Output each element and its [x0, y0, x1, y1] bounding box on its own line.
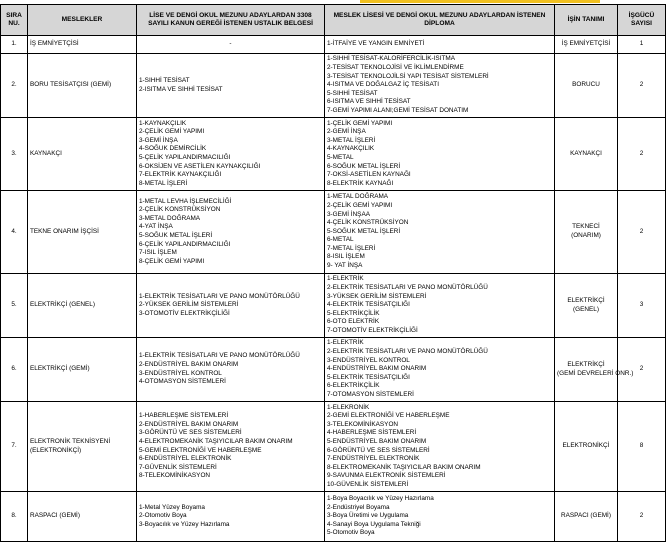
row-occupation-line: (ELEKTRONİKÇİ)	[30, 446, 82, 454]
row-certificate-list-line: -	[229, 40, 232, 48]
row-certificate-list-line: 4-ELEKTROMEKANİK TAŞIYICILAR BAKIM ONARIM	[139, 437, 293, 445]
row-certificate-list-line: 3-OTOMOTİV ELEKTRİKÇİLİĞİ	[139, 309, 230, 317]
row-certificate-list-line: 2-ÇELİK KONSTRÜKSİYON	[139, 206, 221, 214]
header-meslek-lisesi: MESLEK LİSESİ VE DENGİ OKUL MEZUNU ADAYLARDAN İSTENEN DİPLOMA	[325, 5, 555, 36]
row-certificate-list	[137, 191, 325, 274]
row-diploma-list-line: 6-GÖRÜNTÜ VE SES SİSTEMLERİ	[327, 446, 430, 454]
row-diploma-list-line: 1-METAL DOĞRAMA	[327, 193, 389, 201]
row-certificate-list-line: 1-KAYNAKÇILIK	[139, 119, 187, 127]
row-occupation: KAYNAKÇI	[28, 118, 137, 191]
row-certificate-list-line: 3-METAL DOĞRAMA	[139, 214, 201, 222]
row-job-definition: TEKNECİ (ONARIM)	[555, 191, 618, 274]
row-certificate-list-line: 4-YAT İNŞA	[139, 223, 173, 231]
row-occupation	[28, 402, 137, 492]
header-isgucu: İŞGÜCÜ SAYISI	[618, 5, 666, 36]
row-diploma-list	[325, 492, 555, 542]
row-job-definition-line: ELEKTRİKÇİ	[567, 360, 605, 368]
header-sira: SIRA NU.	[1, 5, 28, 36]
row-diploma-list-line: 3-METAL İŞLERİ	[327, 136, 376, 144]
table-header-row	[1, 5, 666, 36]
row-diploma-list-line: 5-METAL	[327, 154, 354, 161]
header-isin-tanimi: İŞİN TANIMI	[555, 5, 618, 36]
row-diploma-list-line: 1-ELEKTRİK	[327, 275, 364, 283]
row-diploma-list-line: 1-ÇELİK GEMİ YAPIMI	[327, 119, 393, 127]
row-diploma-list-line: 2-GEMİ İNŞA	[327, 128, 366, 136]
row-job-definition: RASPACI (GEMİ)	[555, 492, 618, 542]
row-diploma-list-line: 6-SOĞUK METAL İŞLERİ	[327, 162, 401, 170]
row-diploma-list-line: 9- YAT İNŞA	[327, 262, 363, 270]
row-workforce-count: 2	[618, 118, 666, 191]
row-diploma-list-line: 1-ELEKTRİK	[327, 339, 364, 347]
row-number: 5.	[1, 274, 28, 338]
top-accent-bar	[360, 0, 600, 3]
row-job-definition: İŞ EMNİYETÇİSİ	[555, 36, 618, 54]
row-diploma-list-line: 4-ENDÜSTRİYEL BAKIM ONARIM	[327, 365, 427, 373]
row-diploma-list	[325, 54, 555, 118]
row-diploma-list-line: 2-TESİSAT TEKNOLOJİSİ VE İKLİMLENDİRME	[327, 64, 464, 72]
row-certificate-list-line: 2-YÜKSEK GERİLİM SİSTEMLERİ	[139, 301, 239, 309]
row-diploma-list	[325, 191, 555, 274]
row-certificate-list-line: 1-HABERLEŞME SİSTEMLERİ	[139, 412, 229, 420]
row-diploma-list	[325, 36, 555, 54]
occupation-table	[0, 4, 666, 542]
row-workforce-count: 2	[618, 191, 666, 274]
row-diploma-list-line: 2-ELEKTRİK TESİSATLARI VE PANO MONÜTÖRLÜĞÜ	[327, 284, 488, 292]
row-diploma-list-line: 6-ELEKTRİKÇİLİK	[327, 382, 380, 390]
row-job-definition-line: (GEMİ DEVRELERİ ONR.)	[557, 369, 634, 377]
table-row	[1, 54, 666, 118]
row-diploma-list-line: 2-GEMİ ELEKTRONİĞİ VE HABERLEŞME	[327, 412, 450, 420]
row-certificate-list-line: 1-METAL LEVHA İŞLEMECİLİĞİ	[139, 197, 232, 205]
row-certificate-list-line: 4-SOĞUK DEMİRCİLİK	[139, 145, 207, 153]
row-number: 8.	[1, 492, 28, 542]
row-certificate-list	[137, 54, 325, 118]
row-diploma-list-line: 3-TESİSAT TEKNOLOJİLSİ YAPI TESİSAT SİSTEMLERİ	[327, 72, 489, 80]
table-row	[1, 492, 666, 542]
row-diploma-list-line: 1-SIHHİ TESİSAT-KALORİFERCİLİK-ISITMA	[327, 55, 455, 63]
row-job-definition: ELEKTRONİKÇİ	[555, 402, 618, 492]
row-certificate-list-line: 2-ÇELİK GEMİ YAPIMI	[139, 128, 205, 136]
table-row	[1, 118, 666, 191]
row-certificate-list	[137, 118, 325, 191]
row-diploma-list-line: 7-METAL İŞLERİ	[327, 244, 376, 252]
row-number: 3.	[1, 118, 28, 191]
row-certificate-list-line: 1-Metal Yüzey Boyama	[139, 503, 205, 511]
row-diploma-list-line: 4-HABERLEŞME SİSTEMLERİ	[327, 429, 417, 437]
row-diploma-list-line: 4-ÇELİK KONSTRÜKSİYON	[327, 219, 409, 227]
row-diploma-list-line: 3-ENDÜSTRİYEL KONTROL	[327, 356, 410, 364]
row-diploma-list-line: 5-ELEKTRİKÇİLİK	[327, 309, 380, 317]
header-lise: LİSE VE DENGİ OKUL MEZUNU ADAYLARDAN 3308 SAYILI KANUN GEREĞİ İSTENEN USTALIK BELGESİ	[137, 5, 325, 36]
row-certificate-list	[137, 338, 325, 402]
row-diploma-list-line: 1-ELEKRONİK	[327, 403, 370, 411]
row-certificate-list-line: 3-GÖRÜNTÜ VE SES SİSTEMLERİ	[139, 429, 242, 437]
row-certificate-list-line: 8-ÇELİK GEMİ YAPIMI	[139, 257, 205, 265]
row-occupation-line: ELEKTRONİK TEKNİSYENİ	[30, 437, 111, 445]
row-certificate-list-line: 8-TELEKOMİNİKASYON	[139, 472, 211, 480]
row-number: 4.	[1, 191, 28, 274]
row-diploma-list-line: 5-ENDÜSTRİYEL BAKIM ONARIM	[327, 437, 427, 445]
row-workforce-count: 3	[618, 274, 666, 338]
row-diploma-list-line: 3-YÜKSEK GERİLİM SİSTEMLERİ	[327, 292, 427, 300]
row-certificate-list-line: 2-ISITMA VE SIHHİ TESİSAT	[139, 85, 223, 93]
row-certificate-list	[137, 492, 325, 542]
header-meslekler: MESLEKLER	[28, 5, 137, 36]
row-diploma-list-line: 8-ELEKTRİK KAYNAĞI	[327, 179, 394, 187]
row-diploma-list-line: 3-Boya Üretimi ve Uygulama	[327, 512, 409, 520]
row-certificate-list	[137, 402, 325, 492]
row-occupation: İŞ EMNİYETÇİSİ	[28, 36, 137, 54]
row-occupation: ELEKTRİKÇİ (GEMİ)	[28, 338, 137, 402]
table-row	[1, 191, 666, 274]
row-diploma-list-line: 5-Otomotiv Boya	[327, 529, 375, 537]
row-certificate-list-line: 6-ÇELİK YAPILANDIRMACILIĞI	[139, 240, 231, 248]
row-job-definition: ELEKTRİKÇİ (GENEL)	[555, 274, 618, 338]
row-certificate-list	[137, 274, 325, 338]
row-diploma-list-line: 3-TELEKOMİNİKASYON	[327, 420, 399, 428]
row-diploma-list-line: 4-ELEKTRİK TESİSATÇILIĞI	[327, 301, 410, 309]
row-diploma-list-line: 4-Sanayi Boya Uygulama Tekniği	[327, 520, 421, 528]
row-number: 7.	[1, 402, 28, 492]
row-certificate-list-line: 5-SOĞUK METAL İŞLERİ	[139, 232, 213, 239]
row-number: 1.	[1, 36, 28, 54]
row-certificate-list-line: 3-Boyacılık ve Yüzey Hazırlama	[139, 520, 230, 528]
row-certificate-list-line: 7-GÜVENLİK SİSTEMLERİ	[139, 463, 217, 471]
row-certificate-list-line: 1-ELEKTRİK TESİSATLARI VE PANO MONÜTÖRLÜĞÜ	[139, 352, 300, 360]
row-diploma-list-line: 3-GEMİ İNŞAA	[327, 210, 370, 218]
row-job-definition: KAYNAKÇI	[555, 118, 618, 191]
table-row	[1, 36, 666, 54]
row-diploma-list	[325, 274, 555, 338]
row-diploma-list	[325, 338, 555, 402]
row-diploma-list-line: 2-Endüstriyel Boyama	[327, 503, 390, 511]
row-occupation: BORU TESİSATÇISI (GEMİ)	[28, 54, 137, 118]
row-workforce-count: 2	[618, 54, 666, 118]
row-diploma-list	[325, 118, 555, 191]
row-certificate-list-line: 2-ENDÜSTRİYEL BAKIM ONARIM	[139, 420, 239, 428]
row-diploma-list-line: 2-ELEKTRİK TESİSATLARI VE PANO MONÜTÖRLÜĞÜ	[327, 348, 488, 356]
row-certificate-list	[137, 36, 325, 54]
row-workforce-count: 2	[618, 338, 666, 402]
row-diploma-list-line: 7-GEMİ YAPIMI ALANI;GEMİ TESİSAT DONATIM	[327, 106, 469, 114]
row-certificate-list-line: 1-SIHHİ TESİSAT	[139, 76, 190, 84]
row-workforce-count: 2	[618, 492, 666, 542]
row-diploma-list-line: 1-İTFAİYE VE YANGIN EMNİYETİ	[327, 40, 425, 48]
row-certificate-list-line: 7-ISIL İŞLEM	[139, 249, 177, 257]
table-row	[1, 402, 666, 492]
row-diploma-list-line: 9-SAVUNMA ELEKTRONİK SİSTEMLERİ	[327, 472, 446, 480]
row-diploma-list-line: 4-ISITMA VE DOĞALGAZ İÇ TESİSATI	[327, 81, 439, 89]
row-certificate-list-line: 3-ENDÜSTRİYEL KONTROL	[139, 369, 222, 377]
row-workforce-count: 1	[618, 36, 666, 54]
row-diploma-list-line: 8-ISIL İŞLEM	[327, 253, 365, 261]
row-diploma-list-line: 7-OTOMASYON SİSTEMLERİ	[327, 390, 414, 398]
row-number: 6.	[1, 338, 28, 402]
row-diploma-list-line: 6-OTO ELEKTRİK	[327, 318, 380, 326]
row-certificate-list-line: 7-ELEKTRİK KAYNAKÇILIĞI	[139, 171, 222, 179]
row-certificate-list-line: 5-GEMİ ELEKTRONİĞİ VE HABERLEŞME	[139, 446, 262, 454]
row-diploma-list-line: 6-ISITMA VE SIHHİ TESİSAT	[327, 98, 411, 106]
row-diploma-list-line: 1-Boya Boyacılık ve Yüzey Hazırlama	[327, 495, 434, 503]
row-diploma-list	[325, 402, 555, 492]
row-certificate-list-line: 8-METAL İŞLERİ	[139, 179, 188, 187]
row-diploma-list-line: 4-KAYNAKÇILIK	[327, 145, 375, 153]
row-certificate-list-line: 5-ÇELİK YAPILANDIRMACILIĞI	[139, 154, 231, 161]
row-occupation: RASPACI (GEMİ)	[28, 492, 137, 542]
row-certificate-list-line: 3-GEMİ İNŞA	[139, 136, 178, 144]
table-row	[1, 274, 666, 338]
row-certificate-list-line: 1-ELEKTRİK TESİSATLARI VE PANO MONÜTÖRLÜĞÜ	[139, 292, 300, 300]
row-workforce-count: 8	[618, 402, 666, 492]
row-diploma-list-line: 8-ELEKTROMEKANİK TAŞIYICILAR BAKIM ONARIM	[327, 463, 481, 471]
row-diploma-list-line: 2-ÇELİK GEMİ YAPIMI	[327, 201, 393, 209]
row-diploma-list-line: 7-OKSİ-ASETİLEN KAYNAĞI	[327, 171, 411, 179]
row-job-definition: BORUCU	[555, 54, 618, 118]
row-occupation: ELEKTRİKÇİ (GENEL)	[28, 274, 137, 338]
row-certificate-list-line: 2-Otomotiv Boya	[139, 512, 187, 520]
row-diploma-list-line: 7-ENDÜSTRİYEL ELEKTRONİK	[327, 455, 420, 463]
row-job-definition	[555, 338, 634, 402]
row-certificate-list-line: 4-OTOMASYON SİSTEMLERİ	[139, 378, 226, 386]
row-diploma-list-line: 5-SOĞUK METAL İŞLERİ	[327, 227, 401, 235]
row-diploma-list-line: 5-ELEKTRİK TESİSATÇILIĞI	[327, 373, 410, 381]
table-row	[1, 338, 666, 402]
row-certificate-list-line: 6-ENDÜSTRİYEL ELEKTRONİK	[139, 455, 232, 463]
row-diploma-list-line: 5-SIHHİ TESİSAT	[327, 89, 378, 97]
row-number: 2.	[1, 54, 28, 118]
row-certificate-list-line: 2-ENDÜSTRİYEL BAKIM ONARIM	[139, 360, 239, 368]
row-diploma-list-line: 6-METAL	[327, 236, 354, 244]
row-certificate-list-line: 6-OKSİJEN VE ASETİLEN KAYNAKÇILIĞI	[139, 162, 261, 170]
row-diploma-list-line: 10-GÜVENLİK SİSTEMLERİ	[327, 480, 409, 488]
row-diploma-list-line: 7-OTOMOTİV ELEKTRİKÇİLİĞİ	[327, 326, 418, 334]
row-occupation: TEKNE ONARIM İŞÇİSİ	[28, 191, 137, 274]
